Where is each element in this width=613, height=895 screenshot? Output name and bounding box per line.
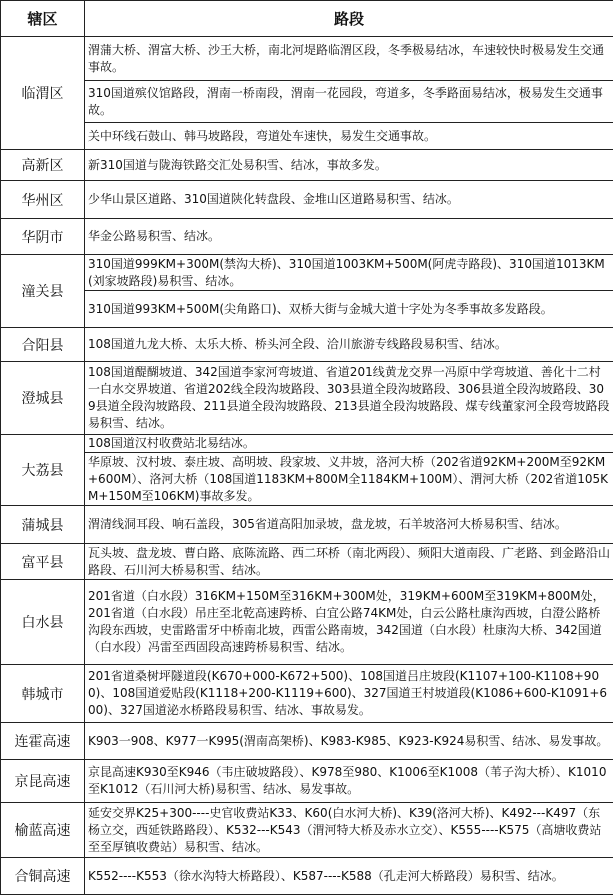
table-row xyxy=(1,506,613,544)
road-section-cell: 渭蒲大桥、渭富大桥、沙王大桥，南北河堤路临渭区段，冬季极易结冰，车速较快时极易发生交通事故。 xyxy=(85,37,613,81)
table-row xyxy=(1,723,613,760)
road-section-cell: K552----K553（徐水沟特大桥路段）、K587----K588（孔走河大桥路段）易积雪、结冰。 xyxy=(85,858,613,895)
district-cell: 蒲城县 xyxy=(1,506,85,544)
table-row xyxy=(1,435,613,453)
road-section-cell: 京昆高速K930至K946（韦庄破坡路段）、K978至980、K1006至K1008（苇子沟大桥）、K1010至K1012（石川河大桥)易积雪、结冰、易发事故。 xyxy=(85,760,613,803)
table-row xyxy=(1,453,613,506)
district-cell: 连霍高速 xyxy=(1,723,85,760)
road-section-cell: 108国道醍醐坡道、342国道李家河弯坡道、省道201线黄龙交界一冯原中学弯坡道、善化十二村一白水交界坡道、省道202线全段沟坡路段、303县道全段沟坡路段、306县道全段沟坡路段、309县道全段沟坡路段、211县道全段沟坡路段、213县道全段沟坡路段、煤专线董家河全段弯坡路段易积雪、结冰。 xyxy=(85,362,613,435)
road-section-cell: 201省道桑树坪隧道段(K670+000-K672+500)、108国道吕庄坡段(K1107+100-K1108+900)、108国道爱贴段(K1118+200-K1119+600)、327国道王村坡道段(K1086+600-K1091+600)、327国道泌水桥路段易积雪、结冰、事故易发。 xyxy=(85,665,613,723)
road-section-cell: 310国道993KM+500M(尖角路口)、双桥大街与金城大道十字处为冬季事故多发路段。 xyxy=(85,291,613,328)
district-cell: 大荔县 xyxy=(1,435,85,506)
district-cell: 韩城市 xyxy=(1,665,85,723)
road-section-cell: 渭清线洞耳段、响石盖段，305省道高阳加录坡，盘龙坡，石羊坡洛河大桥易积雪、结冰。 xyxy=(85,506,613,544)
table-row xyxy=(1,580,613,665)
table-row xyxy=(1,544,613,580)
table-row xyxy=(1,81,613,123)
district-cell: 合铜高速 xyxy=(1,858,85,895)
table-row xyxy=(1,858,613,895)
table-row xyxy=(1,760,613,803)
district-cell: 合阳县 xyxy=(1,328,85,362)
table-row xyxy=(1,219,613,255)
table-row xyxy=(1,665,613,723)
district-column-header: 辖区 xyxy=(1,1,85,37)
district-cell: 华州区 xyxy=(1,181,85,219)
district-cell: 榆蓝高速 xyxy=(1,803,85,858)
table-row xyxy=(1,328,613,362)
road-section-cell: 新310国道与陇海铁路交汇处易积雪、结冰，事故多发。 xyxy=(85,150,613,181)
district-cell: 富平县 xyxy=(1,544,85,580)
road-section-cell: 201省道（白水段）316KM+150M至316KM+300M处，319KM+600M至319KM+800M处，201省道（白水段）吊庄至北乾高速跨桥、白宜公路74KM处，白云公路杜康沟西坡，白澄公路桥沟段东西坡，史雷路雷牙中桥南北坡，西雷公路南坡，342国道（白水段）杜康沟大桥、342国道（白水段）冯雷至西固段高速跨桥易积雪、结冰。 xyxy=(85,580,613,665)
table-row xyxy=(1,37,613,81)
district-cell: 澄城县 xyxy=(1,362,85,435)
road-section-cell: K903一908、K977一K995(渭南高架桥)、K983-K985、K923-K924易积雪、结冰、易发事故。 xyxy=(85,723,613,760)
table-row xyxy=(1,803,613,858)
table-row xyxy=(1,291,613,328)
road-section-cell: 延安交界K25+300----史官收费站K33、K60(白水河大桥)、K39(洛河大桥)、K492---K497（东杨立交，西延铁路路段）、K532---K543（渭河特大桥及赤水立交）、K555----K575（高塘收费站至至厚镇收费站）易积雪、结冰。 xyxy=(85,803,613,858)
table-row xyxy=(1,255,613,291)
district-cell: 白水县 xyxy=(1,580,85,665)
road-section-cell: 瓦头坡、盘龙坡、曹白路、底陈流路、西二环桥（南北两段）、频阳大道南段、广老路、到金路沿山路段、石川河大桥易积雪、结冰。 xyxy=(85,544,613,580)
district-cell: 华阴市 xyxy=(1,219,85,255)
road-section-cell: 华金公路易积雪、结冰。 xyxy=(85,219,613,255)
section-column-header: 路段 xyxy=(85,1,613,37)
road-section-cell: 少华山景区道路、310国道陕化转盘段、金堆山区道路易积雪、结冰。 xyxy=(85,181,613,219)
district-cell: 京昆高速 xyxy=(1,760,85,803)
district-cell: 临渭区 xyxy=(1,37,85,150)
road-section-cell: 关中环线石鼓山、韩马坡路段，弯道处车速快，易发生交通事故。 xyxy=(85,123,613,150)
table-header-row xyxy=(1,1,613,37)
road-section-cell: 108国道汉村收费站北易结冰。 xyxy=(85,435,613,453)
district-cell: 高新区 xyxy=(1,150,85,181)
table-row xyxy=(1,150,613,181)
table-row xyxy=(1,123,613,150)
table-row xyxy=(1,362,613,435)
table-row xyxy=(1,181,613,219)
road-section-cell: 310国道殡仪馆路段，渭南一桥南段，渭南一花园段，弯道多，冬季路面易结冰，极易发生交通事故。 xyxy=(85,81,613,123)
road-section-cell: 华原坡、汉村坡、泰庄坡、高明坡、段家坡、义井坡，洛河大桥（202省道92KM+200M至92KM+600M）、洛河大桥（108国道1183KM+800M全1184KM+100M）、渭河大桥（202省道105KM+150M至106KM)事故多发。 xyxy=(85,453,613,506)
road-section-cell: 108国道九龙大桥、太乐大桥、桥头河全段、洽川旅游专线路段易积雪、结冰。 xyxy=(85,328,613,362)
road-section-cell: 310国道999KM+300M(禁沟大桥)、310国道1003KM+500M(阿虎寺路段)、310国道1013KM(刘家坡路段)易积雪、结冰。 xyxy=(85,255,613,291)
district-cell: 潼关县 xyxy=(1,255,85,328)
